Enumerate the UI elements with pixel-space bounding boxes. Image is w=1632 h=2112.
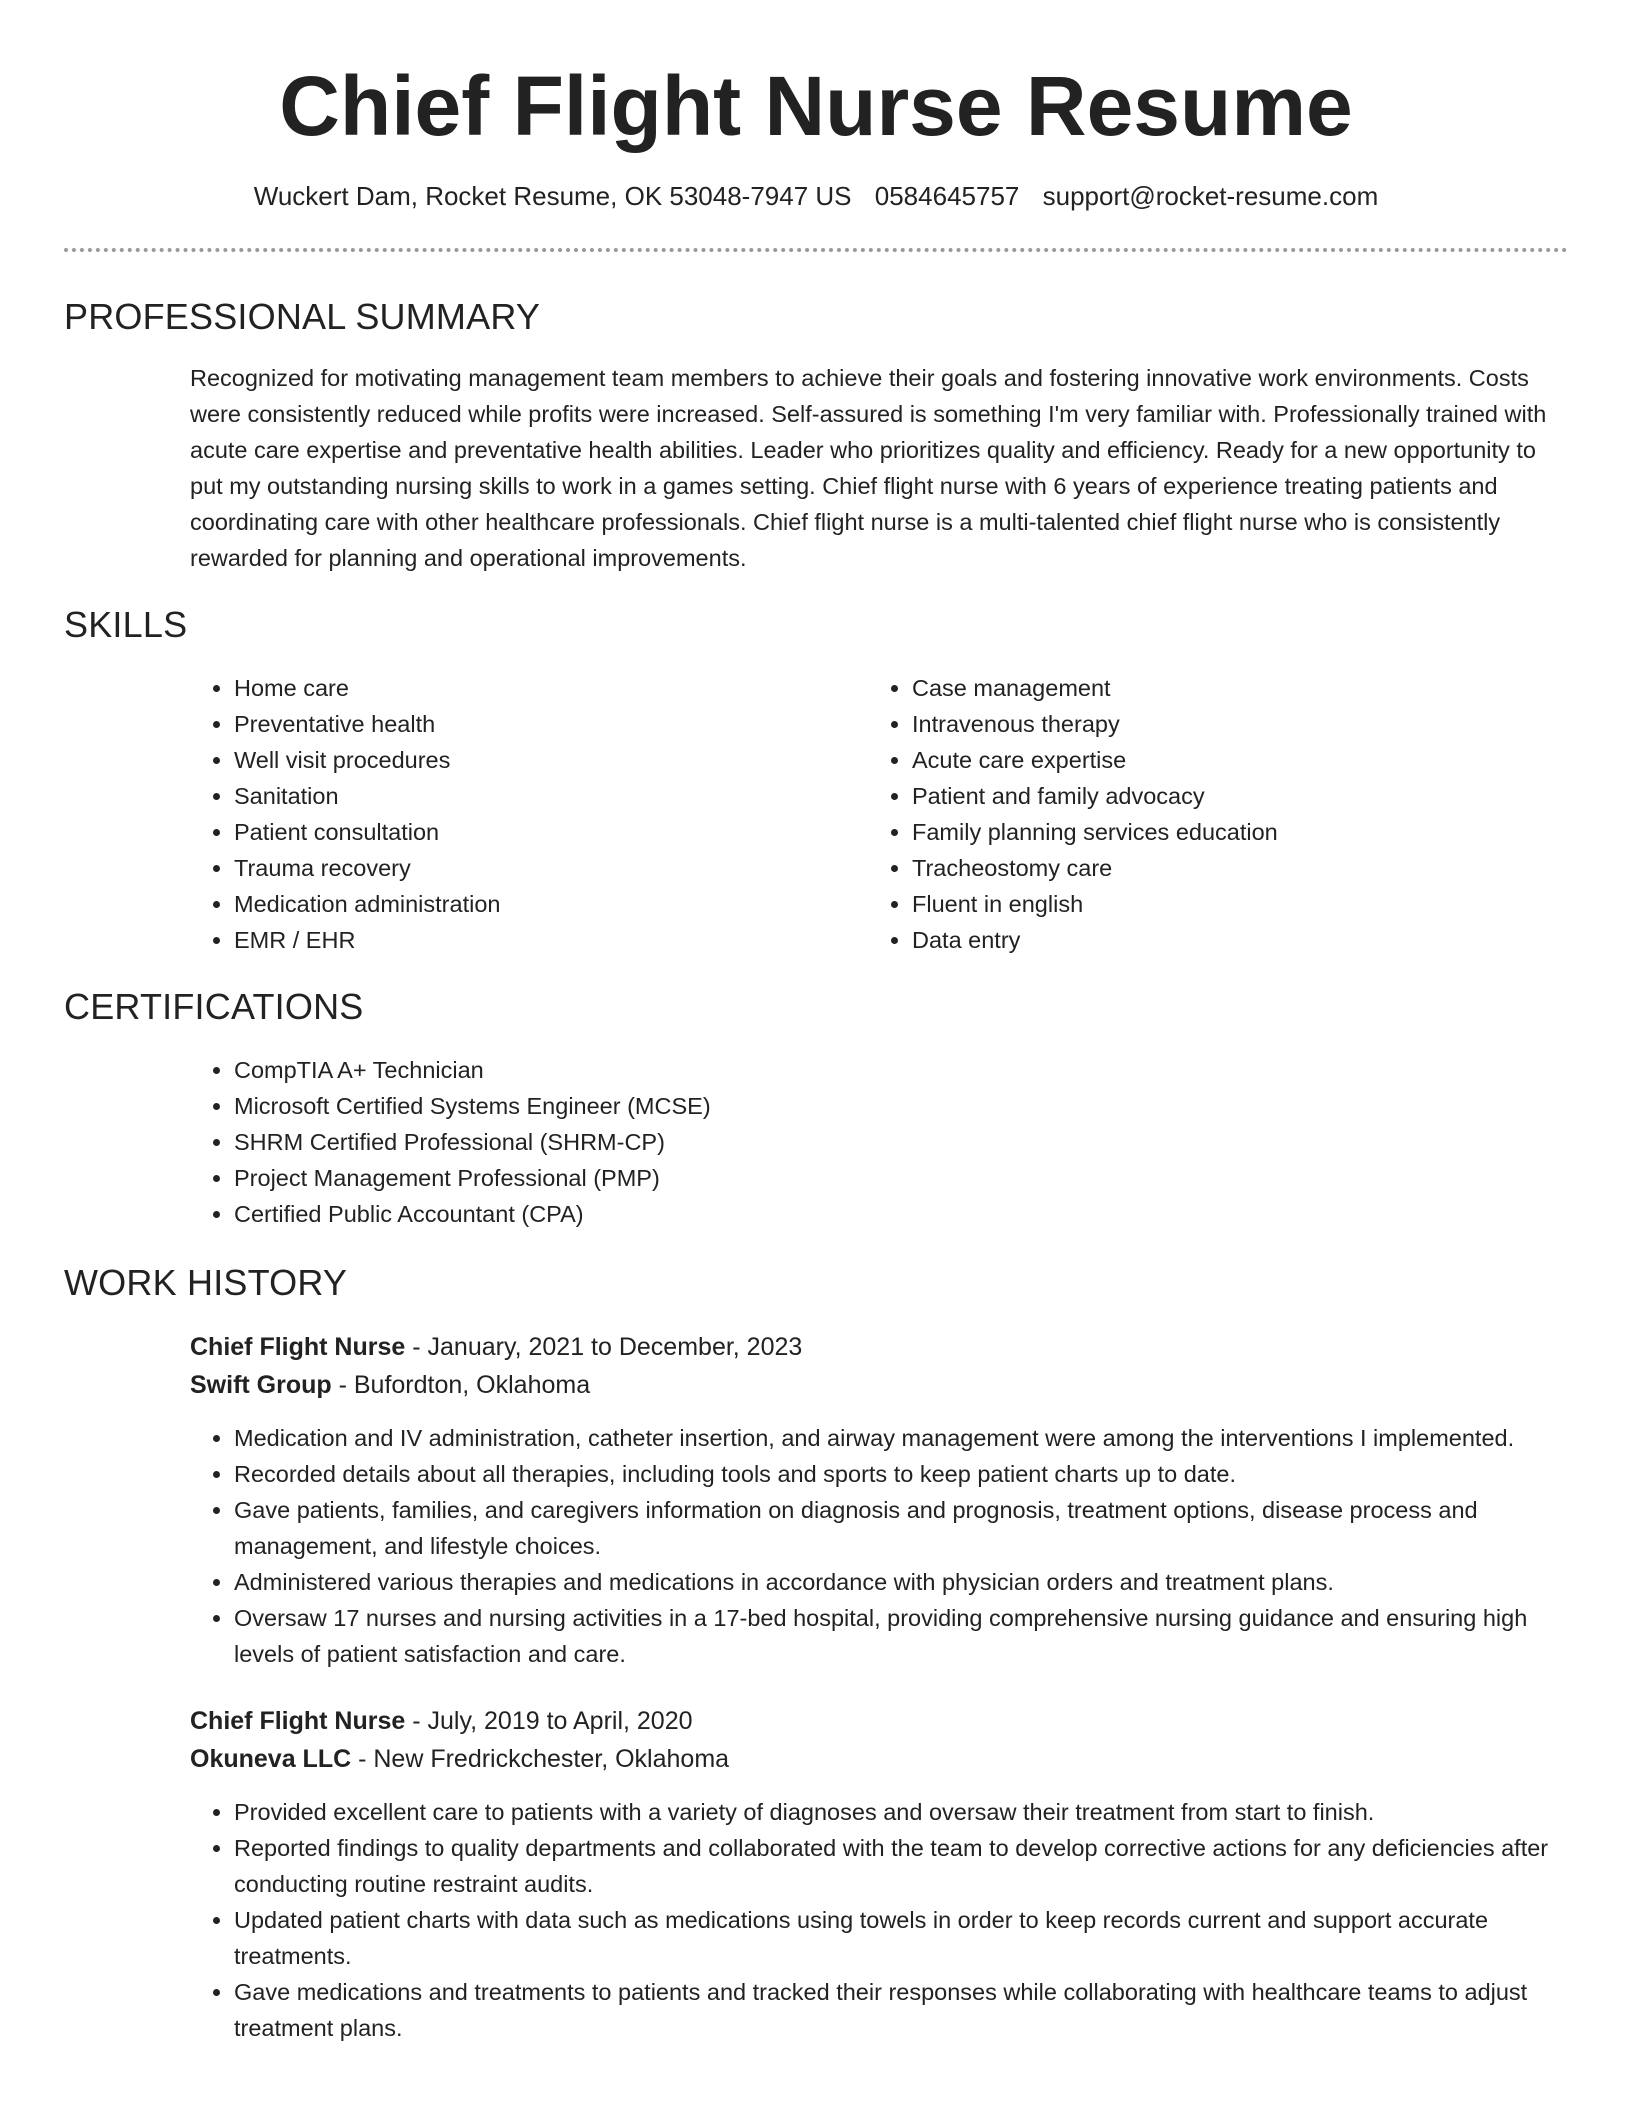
skill-item: • Patient consultation: [234, 814, 868, 850]
job-company-line: [190, 1740, 1568, 1778]
skill-item: • Family planning services education: [912, 814, 1546, 850]
duty-item: • Oversaw 17 nurses and nursing activities in a 17-bed hospital, providing comprehensive nursing guidance and ensuring high levels of patient satisfaction and care.: [234, 1600, 1568, 1672]
skill-item: • Acute care expertise: [912, 742, 1546, 778]
certification-item: • Certified Public Accountant (CPA): [234, 1196, 1568, 1232]
header-divider: [64, 248, 1568, 252]
summary-text: Recognized for motivating management team members to achieve their goals and fostering innovative work environments. Costs were consistently reduced while profits were increased. Self-assured is something I'm very familiar with. Professionally trained with acute care expertise and preventative health abilities. Leader who prioritizes quality and efficiency. Ready for a new opportunity to put my outstanding nursing skills to work in a games setting. Chief flight nurse with 6 years of experience treating patients and coordinating care with other healthcare professionals. Chief flight nurse is a multi-talented chief flight nurse who is consistently rewarded for planning and operational improvements.: [190, 365, 1547, 571]
contact-email: support@rocket-resume.com: [1042, 181, 1379, 211]
work-history-heading: WORK HISTORY: [64, 1262, 348, 1303]
job-location: - Bufordton, Oklahoma: [331, 1371, 591, 1399]
certifications-heading: CERTIFICATIONS: [64, 986, 364, 1027]
duty-item: • Gave medications and treatments to patients and tracked their responses while collaborating with healthcare teams to adjust treatment plans.: [234, 1974, 1568, 2046]
skills-list: [190, 670, 1568, 958]
skill-item: • EMR / EHR: [234, 922, 868, 958]
skill-item: • Case management: [912, 670, 1546, 706]
skill-item: • Medication administration: [234, 886, 868, 922]
skill-item: • Data entry: [912, 922, 1546, 958]
job-duties: [190, 1420, 1568, 1672]
skills-heading: SKILLS: [64, 604, 188, 645]
certifications-list: [190, 1052, 1568, 1232]
certification-item: • Project Management Professional (PMP): [234, 1160, 1568, 1196]
summary-heading: PROFESSIONAL SUMMARY: [64, 296, 541, 337]
job-dates: - January, 2021 to December, 2023: [405, 1333, 803, 1361]
duty-item: • Gave patients, families, and caregivers information on diagnosis and prognosis, treatment options, disease process and management, and lifestyle choices.: [234, 1492, 1568, 1564]
job-dates: - July, 2019 to April, 2020: [405, 1707, 693, 1735]
skill-item: • Tracheostomy care: [912, 850, 1546, 886]
contact-line: [64, 180, 1568, 212]
job-location: - New Fredrickchester, Oklahoma: [351, 1745, 730, 1773]
duty-item: • Provided excellent care to patients with a variety of diagnoses and oversaw their treatment from start to finish.: [234, 1794, 1568, 1830]
duty-item: • Recorded details about all therapies, including tools and sports to keep patient charts up to date.: [234, 1456, 1568, 1492]
skill-item: • Home care: [234, 670, 868, 706]
skills-column-right: [868, 670, 1546, 958]
job-entry: [190, 1328, 1568, 1672]
job-company-line: [190, 1366, 1568, 1404]
skill-item: • Sanitation: [234, 778, 868, 814]
duty-item: • Updated patient charts with data such as medications using towels in order to keep records current and support accurate treatments.: [234, 1902, 1568, 1974]
job-duties: [190, 1794, 1568, 2046]
duty-item: • Reported findings to quality departments and collaborated with the team to develop corrective actions for any deficiencies after conducting routine restraint audits.: [234, 1830, 1568, 1902]
certification-item: • CompTIA A+ Technician: [234, 1052, 1568, 1088]
job-company: Swift Group: [190, 1371, 332, 1399]
certification-item: • SHRM Certified Professional (SHRM-CP): [234, 1124, 1568, 1160]
skill-item: • Trauma recovery: [234, 850, 868, 886]
certification-item: • Microsoft Certified Systems Engineer (MCSE): [234, 1088, 1568, 1124]
job-company: Okuneva LLC: [190, 1745, 352, 1773]
contact-address: Wuckert Dam, Rocket Resume, OK 53048-7947 US: [253, 181, 852, 211]
job-role: Chief Flight Nurse: [190, 1707, 406, 1735]
skill-item: • Fluent in english: [912, 886, 1546, 922]
skill-item: • Patient and family advocacy: [912, 778, 1546, 814]
job-entry: [190, 1702, 1568, 2046]
skills-column-left: [190, 670, 868, 958]
job-title-line: [190, 1328, 1568, 1366]
skill-item: • Well visit procedures: [234, 742, 868, 778]
duty-item: • Administered various therapies and medications in accordance with physician orders and treatment plans.: [234, 1564, 1568, 1600]
job-title-line: [190, 1702, 1568, 1740]
contact-phone: 0584645757: [874, 181, 1020, 211]
resume-title: Chief Flight Nurse Resume: [279, 59, 1353, 153]
skill-item: • Intravenous therapy: [912, 706, 1546, 742]
skill-item: • Preventative health: [234, 706, 868, 742]
duty-item: • Medication and IV administration, catheter insertion, and airway management were among the interventions I implemented.: [234, 1420, 1568, 1456]
job-role: Chief Flight Nurse: [190, 1333, 406, 1361]
